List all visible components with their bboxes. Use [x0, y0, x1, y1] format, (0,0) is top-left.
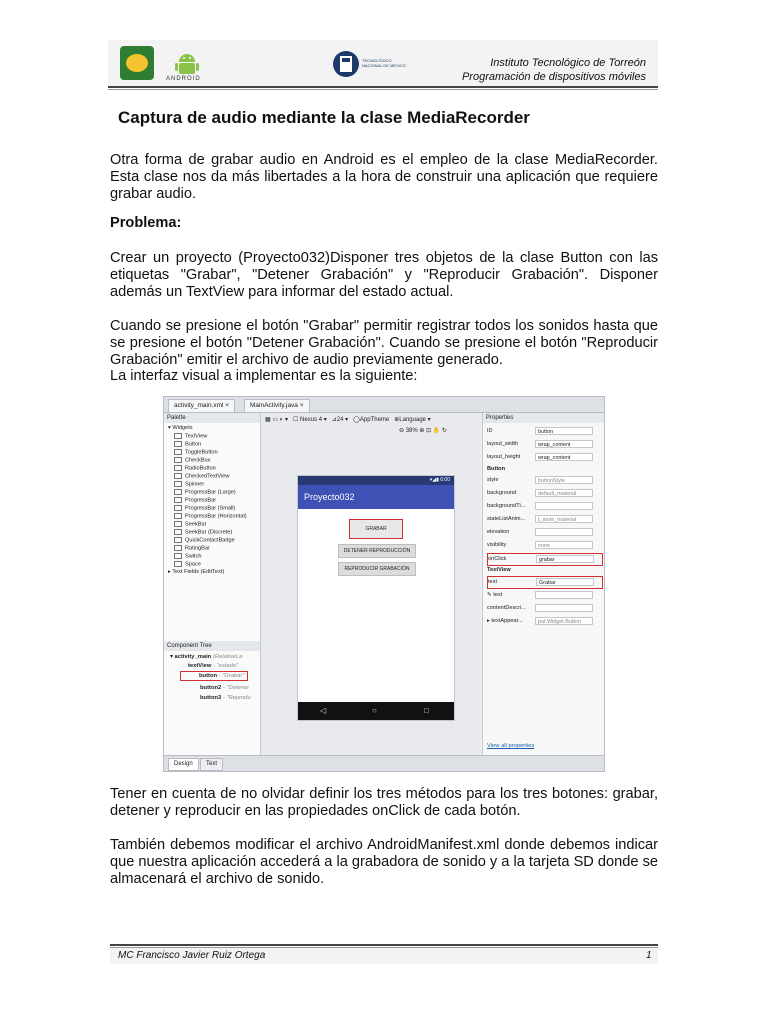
- footer-rule: [110, 944, 658, 946]
- palette-panel: [164, 413, 261, 755]
- header-rule-thin: [108, 89, 658, 90]
- design-toolbar: ▦ ▭ ◐ ▾ ☐ Nexus 4 ▾ ⊿24 ▾ ◯AppTheme ⊕Language ▾: [265, 417, 431, 423]
- prop-section: Button: [487, 466, 506, 472]
- palette-item[interactable]: SeekBar: [174, 521, 206, 528]
- prop-row: ID button: [487, 427, 601, 436]
- prop-row-text: text Grabar: [487, 576, 603, 589]
- api-selector[interactable]: ⊿24 ▾: [331, 417, 349, 423]
- tree-node[interactable]: ▾ activity_main (RelativeLa: [170, 654, 243, 660]
- reproducir-button[interactable]: REPRODUCIR GRABACIÓN: [338, 562, 416, 576]
- palette-item[interactable]: ProgressBar: [174, 497, 216, 504]
- methods-paragraph: Tener en cuenta de no olvidar definir los tres métodos para los tres botones: grabar, detener y reproducir en las propiedades onClick de cada botón.: [110, 786, 658, 819]
- header-rule: [108, 86, 658, 88]
- tree-node[interactable]: button2 - "Detener: [200, 685, 250, 691]
- phone-preview: [297, 475, 455, 721]
- prop-row: layout_width wrap_content: [487, 440, 601, 449]
- institution-name: Instituto Tecnológico de Torreón: [490, 57, 646, 69]
- palette-item[interactable]: SeekBar (Discrete): [174, 529, 232, 536]
- tree-node[interactable]: button3 - "Reprodu: [200, 695, 251, 701]
- palette-item[interactable]: ProgressBar (Small): [174, 505, 235, 512]
- status-bar: ▾◢▮ 6:00: [298, 476, 454, 485]
- prop-row-onclick: onClick grabar: [487, 553, 603, 566]
- nav-bar: [298, 702, 454, 720]
- palette-item[interactable]: ToggleButton: [174, 449, 218, 456]
- editor-tab-bar: [164, 397, 604, 413]
- prop-row: style buttonStyle: [487, 476, 601, 485]
- properties-title: Properties: [483, 413, 605, 423]
- home-icon[interactable]: ○: [372, 706, 377, 715]
- palette-item[interactable]: Space: [174, 561, 201, 568]
- course-name: Programación de dispositivos móviles: [461, 71, 646, 83]
- component-tree-title: Component Tree: [164, 641, 260, 651]
- palette-item[interactable]: CheckedTextView: [174, 473, 229, 480]
- intro-paragraph: Otra forma de grabar audio en Android es el empleo de la clase MediaRecorder. Esta clase nos da más libertades a la hora de construir una aplicación que requiere grabar audio.: [110, 152, 658, 202]
- palette-item[interactable]: RadioButton: [174, 465, 216, 472]
- tec-torreon-logo: [120, 46, 154, 80]
- properties-panel: [482, 413, 605, 755]
- behavior-paragraph: Cuando se presione el botón "Grabar" permitir registrar todos los sonidos hasta que se presione el botón "Detener Grabación". Cuando se presione el botón "Reproducir Grabación" emitir el archivo de audio previamente generado.: [110, 318, 658, 368]
- palette-item[interactable]: QuickContactBadge: [174, 537, 235, 544]
- palette-item[interactable]: Switch: [174, 553, 201, 560]
- interface-intro: La interfaz visual a implementar es la siguiente:: [110, 368, 418, 384]
- palette-item[interactable]: Spinner: [174, 481, 204, 488]
- prop-row: background default_material: [487, 489, 601, 498]
- problem-heading: Problema:: [110, 215, 182, 231]
- prop-row: contentDescri...: [487, 604, 601, 613]
- back-icon[interactable]: ◁: [320, 706, 327, 715]
- palette-item[interactable]: ProgressBar (Horizontal): [174, 513, 247, 520]
- footer-author: MC Francisco Javier Ruiz Ortega: [118, 950, 266, 961]
- view-all-properties-link[interactable]: View all properties: [487, 743, 535, 749]
- palette-item[interactable]: RatingBar: [174, 545, 210, 552]
- tab-activity-main[interactable]: activity_main.xml ×: [168, 399, 235, 412]
- palette-item[interactable]: ▸ Text Fields (EditText): [168, 569, 225, 575]
- app-title: Proyecto032: [298, 485, 454, 509]
- detener-button[interactable]: DETENER REPRODUCCIÓN: [338, 544, 416, 558]
- recents-icon[interactable]: □: [424, 706, 429, 715]
- language-selector[interactable]: ⊕Language ▾: [394, 417, 431, 423]
- palette-item[interactable]: ▾ Widgets: [168, 425, 193, 431]
- prop-row: visibility none: [487, 541, 601, 550]
- palette-item[interactable]: CheckBox: [174, 457, 211, 464]
- tree-node-selected[interactable]: button - "Grabar": [180, 671, 248, 681]
- android-logo-text: ANDROID: [166, 76, 201, 82]
- palette-item[interactable]: ProgressBar (Large): [174, 489, 236, 496]
- palette-item[interactable]: Button: [174, 441, 201, 448]
- tab-main-activity[interactable]: MainActivity.java ×: [244, 399, 310, 412]
- prop-row: stateListAnim... t_anim_material: [487, 515, 601, 524]
- prop-section: TextView: [487, 567, 511, 573]
- problem-paragraph: Crear un proyecto (Proyecto032)Disponer tres objetos de la clase Button con las etiquetas "Grabar", "Detener Grabación" y "Reproducir Grabación". Disponer además un TextView para informar del estado actual.: [110, 250, 658, 300]
- grabar-button[interactable]: GRABAR: [349, 519, 403, 539]
- device-selector[interactable]: ☐ Nexus 4 ▾: [292, 417, 327, 423]
- tecnm-logo-text: TECNOLÓGICO NACIONAL DE MÉXICO: [362, 58, 406, 68]
- theme-selector[interactable]: ◯AppTheme: [353, 417, 390, 423]
- prop-row: layout_height wrap_content: [487, 453, 601, 462]
- palette-item[interactable]: TextView: [174, 433, 207, 440]
- tab-design[interactable]: Design: [168, 758, 199, 771]
- design-text-tabs: [164, 755, 604, 772]
- prop-row: ✎ text: [487, 591, 601, 600]
- android-studio-screenshot: [163, 396, 605, 772]
- page-title: Captura de audio mediante la clase MediaRecorder: [118, 108, 530, 127]
- tree-node[interactable]: textView - "estado": [188, 663, 239, 669]
- zoom-controls[interactable]: ⊖ 38% ⊕ ⊡ ✋ ↻: [399, 428, 447, 434]
- palette-title: Palette: [164, 413, 260, 423]
- tab-text[interactable]: Text: [200, 758, 223, 771]
- manifest-paragraph: También debemos modificar el archivo AndroidManifest.xml donde debemos indicar que nuestra aplicación accederá a la grabadora de sonido y a la tarjeta SD donde se almacenará el archivo de sonido.: [110, 837, 658, 887]
- prop-row: backgroundTi...: [487, 502, 601, 511]
- prop-row: ▸ textAppear... pat.Widget.Button: [487, 617, 601, 626]
- prop-row: elevation: [487, 528, 601, 537]
- page-number: 1: [646, 950, 652, 961]
